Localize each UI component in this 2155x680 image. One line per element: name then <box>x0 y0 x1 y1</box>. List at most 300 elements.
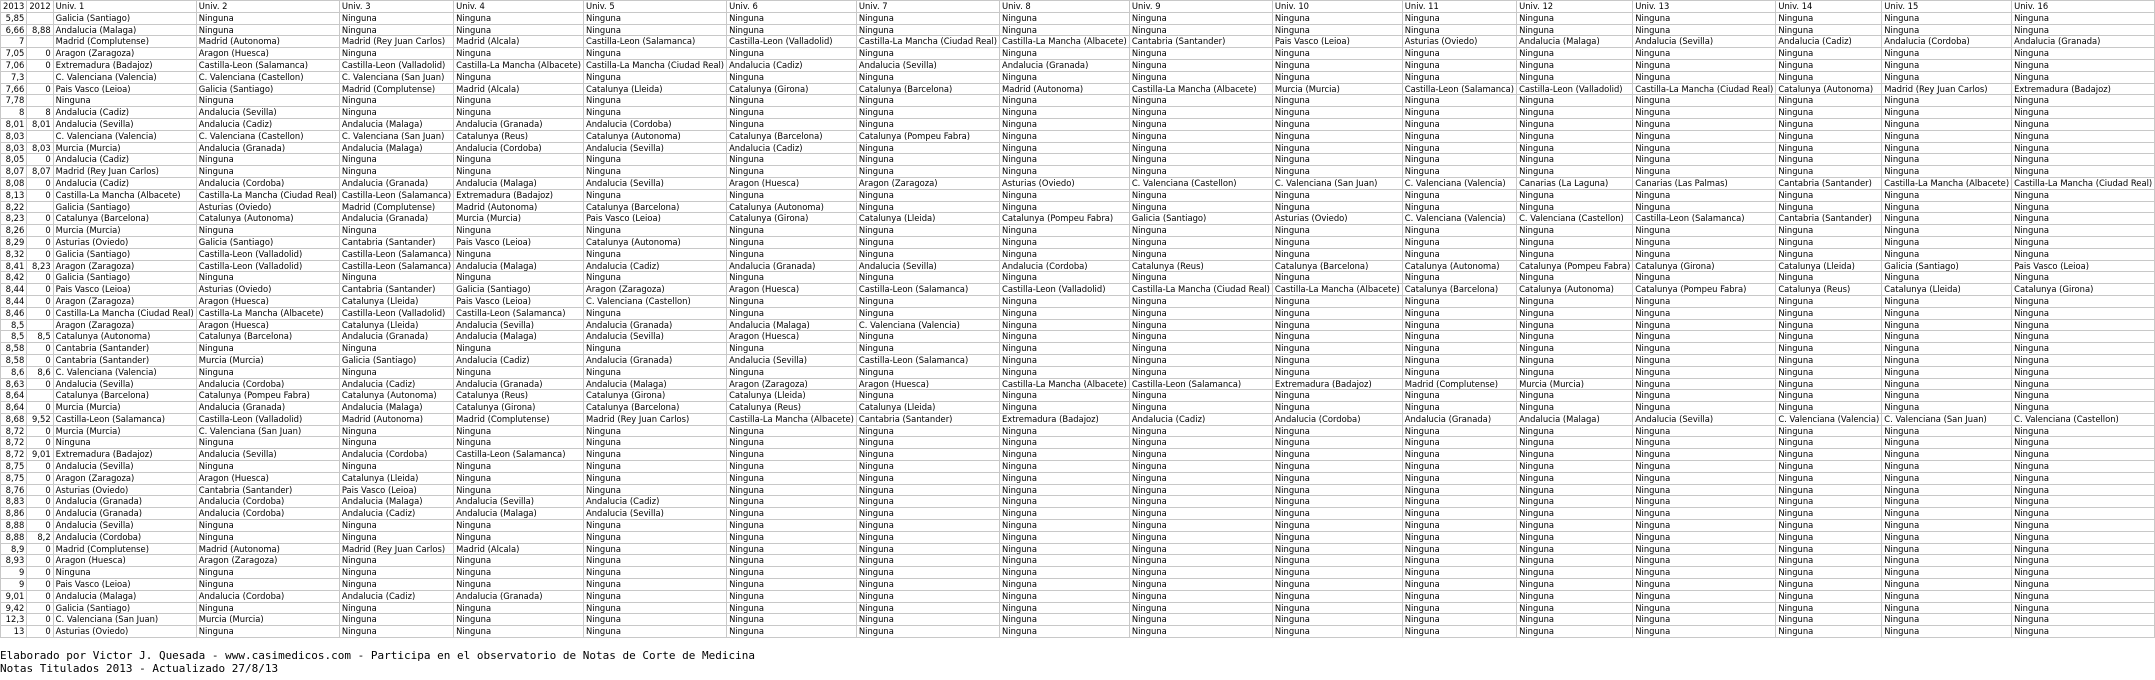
cell-university[interactable]: Ninguna <box>1633 366 1776 378</box>
cell-university[interactable]: Aragon (Zaragoza) <box>53 295 196 307</box>
cell-score-2013[interactable]: 8,9 <box>1 543 27 555</box>
cell-university[interactable]: Ninguna <box>1633 520 1776 532</box>
cell-university[interactable]: Castilla-La Mancha (Albacete) <box>196 307 339 319</box>
cell-university[interactable]: Ninguna <box>1776 555 1882 567</box>
cell-university[interactable]: Ninguna <box>1272 48 1402 60</box>
cell-university[interactable]: Ninguna <box>1776 614 1882 626</box>
cell-score-2013[interactable]: 8 <box>1 107 27 119</box>
cell-university[interactable]: Catalunya (Autonoma) <box>1517 284 1633 296</box>
cell-university[interactable]: Andalucia (Cadiz) <box>339 590 453 602</box>
column-header[interactable]: Univ. 10 <box>1272 1 1402 13</box>
cell-university[interactable]: Catalunya (Pompeu Fabra) <box>1000 213 1130 225</box>
cell-university[interactable]: C. Valenciana (Castellon) <box>583 295 726 307</box>
cell-score-2012[interactable]: 0 <box>27 295 53 307</box>
cell-score-2013[interactable]: 8,93 <box>1 555 27 567</box>
cell-university[interactable]: Ninguna <box>1402 248 1516 260</box>
cell-score-2012[interactable]: 0 <box>27 284 53 296</box>
cell-university[interactable]: C. Valenciana (Valencia) <box>1776 413 1882 425</box>
cell-university[interactable]: Ninguna <box>1882 366 2012 378</box>
cell-university[interactable]: Ninguna <box>1776 567 1882 579</box>
cell-university[interactable]: C. Valenciana (San Juan) <box>53 614 196 626</box>
cell-university[interactable]: Ninguna <box>727 154 857 166</box>
cell-university[interactable]: Andalucia (Malaga) <box>454 177 584 189</box>
cell-university[interactable]: Ninguna <box>196 520 339 532</box>
cell-university[interactable]: Ninguna <box>1129 236 1272 248</box>
cell-university[interactable]: Ninguna <box>339 425 453 437</box>
cell-university[interactable]: Ninguna <box>1882 425 2012 437</box>
cell-university[interactable]: Madrid (Complutense) <box>339 201 453 213</box>
cell-university[interactable]: Ninguna <box>583 107 726 119</box>
column-header[interactable]: Univ. 16 <box>2012 1 2155 13</box>
cell-score-2012[interactable]: 0 <box>27 614 53 626</box>
cell-university[interactable]: Cantabria (Santander) <box>856 413 999 425</box>
cell-university[interactable]: Ninguna <box>339 12 453 24</box>
cell-university[interactable]: Ninguna <box>1000 24 1130 36</box>
cell-score-2012[interactable]: 0 <box>27 248 53 260</box>
cell-university[interactable]: Ninguna <box>727 472 857 484</box>
cell-score-2013[interactable]: 8,58 <box>1 354 27 366</box>
cell-university[interactable]: Ninguna <box>1272 201 1402 213</box>
cell-university[interactable]: Ninguna <box>1517 142 1633 154</box>
cell-university[interactable]: Ninguna <box>1517 366 1633 378</box>
cell-university[interactable]: C. Valenciana (Valencia) <box>53 71 196 83</box>
cell-university[interactable]: Ninguna <box>1882 295 2012 307</box>
cell-score-2013[interactable]: 13 <box>1 626 27 638</box>
cell-university[interactable]: Ninguna <box>339 626 453 638</box>
cell-university[interactable]: Ninguna <box>1776 95 1882 107</box>
cell-university[interactable]: Madrid (Rey Juan Carlos) <box>339 543 453 555</box>
cell-university[interactable]: Ninguna <box>1882 59 2012 71</box>
cell-university[interactable]: Ninguna <box>1517 390 1633 402</box>
cell-university[interactable]: Ninguna <box>1517 201 1633 213</box>
cell-university[interactable]: Ninguna <box>1129 201 1272 213</box>
cell-university[interactable]: Ninguna <box>1517 472 1633 484</box>
column-header[interactable]: Univ. 11 <box>1402 1 1516 13</box>
cell-university[interactable]: Ninguna <box>1517 520 1633 532</box>
cell-university[interactable]: Ninguna <box>856 520 999 532</box>
cell-university[interactable]: Ninguna <box>454 567 584 579</box>
cell-score-2012[interactable]: 8,2 <box>27 531 53 543</box>
cell-university[interactable]: Ninguna <box>1882 248 2012 260</box>
cell-university[interactable]: Ninguna <box>196 579 339 591</box>
cell-university[interactable]: Ninguna <box>727 508 857 520</box>
cell-university[interactable]: Ninguna <box>1633 484 1776 496</box>
cell-score-2012[interactable] <box>27 36 53 48</box>
cell-university[interactable]: Madrid (Alcala) <box>454 543 584 555</box>
cell-university[interactable]: Ninguna <box>1633 508 1776 520</box>
cell-university[interactable]: Ninguna <box>856 543 999 555</box>
cell-university[interactable]: Andalucia (Sevilla) <box>583 331 726 343</box>
cell-university[interactable]: Andalucia (Cadiz) <box>53 177 196 189</box>
cell-university[interactable]: Ninguna <box>1882 461 2012 473</box>
cell-university[interactable]: Andalucia (Cordoba) <box>454 142 584 154</box>
cell-university[interactable]: Ninguna <box>1402 225 1516 237</box>
cell-university[interactable]: Ninguna <box>1129 354 1272 366</box>
cell-score-2012[interactable] <box>27 201 53 213</box>
cell-university[interactable]: Ninguna <box>1776 71 1882 83</box>
cell-university[interactable]: Ninguna <box>583 12 726 24</box>
cell-university[interactable]: Ninguna <box>2012 319 2155 331</box>
cell-university[interactable]: Andalucia (Sevilla) <box>583 142 726 154</box>
cell-university[interactable]: Ninguna <box>583 248 726 260</box>
cell-university[interactable]: Madrid (Rey Juan Carlos) <box>1882 83 2012 95</box>
cell-university[interactable]: Pais Vasco (Leioa) <box>53 579 196 591</box>
cell-university[interactable]: Ninguna <box>196 366 339 378</box>
cell-university[interactable]: Ninguna <box>1272 354 1402 366</box>
cell-university[interactable]: Ninguna <box>1517 343 1633 355</box>
cell-university[interactable]: Ninguna <box>53 567 196 579</box>
cell-university[interactable]: Aragon (Zaragoza) <box>856 177 999 189</box>
cell-university[interactable]: Ninguna <box>1402 236 1516 248</box>
cell-university[interactable]: Ninguna <box>1402 71 1516 83</box>
cell-university[interactable]: Ninguna <box>2012 626 2155 638</box>
cell-university[interactable]: Andalucia (Cadiz) <box>53 154 196 166</box>
cell-university[interactable]: C. Valenciana (Valencia) <box>856 319 999 331</box>
cell-university[interactable]: Ninguna <box>1633 201 1776 213</box>
cell-university[interactable]: Ninguna <box>1129 24 1272 36</box>
cell-university[interactable]: Ninguna <box>1517 59 1633 71</box>
cell-university[interactable]: Galicia (Santiago) <box>454 284 584 296</box>
cell-university[interactable]: Ninguna <box>1129 484 1272 496</box>
cell-university[interactable]: Castilla-La Mancha (Albacete) <box>1882 177 2012 189</box>
cell-university[interactable]: Ninguna <box>1776 590 1882 602</box>
cell-university[interactable]: Ninguna <box>196 166 339 178</box>
cell-university[interactable]: Ninguna <box>1272 319 1402 331</box>
cell-university[interactable]: Ninguna <box>1776 366 1882 378</box>
cell-university[interactable]: Ninguna <box>856 484 999 496</box>
cell-university[interactable]: Ninguna <box>727 626 857 638</box>
cell-university[interactable]: Ninguna <box>1272 402 1402 414</box>
cell-university[interactable]: Galicia (Santiago) <box>1129 213 1272 225</box>
cell-university[interactable]: Ninguna <box>856 272 999 284</box>
cell-score-2013[interactable]: 8,46 <box>1 307 27 319</box>
cell-university[interactable]: Castilla-Leon (Salamanca) <box>53 413 196 425</box>
cell-university[interactable]: Pais Vasco (Leioa) <box>583 213 726 225</box>
cell-university[interactable]: Ninguna <box>2012 461 2155 473</box>
cell-university[interactable]: Ninguna <box>583 461 726 473</box>
cell-score-2012[interactable]: 0 <box>27 83 53 95</box>
cell-university[interactable]: Ninguna <box>1129 402 1272 414</box>
cell-university[interactable]: Ninguna <box>1517 543 1633 555</box>
cell-university[interactable]: Aragon (Huesca) <box>53 555 196 567</box>
cell-university[interactable]: Aragon (Zaragoza) <box>53 472 196 484</box>
cell-university[interactable]: Ninguna <box>1272 118 1402 130</box>
cell-university[interactable]: Andalucia (Cordoba) <box>53 531 196 543</box>
cell-university[interactable]: Ninguna <box>2012 567 2155 579</box>
cell-university[interactable]: Ninguna <box>1882 307 2012 319</box>
cell-university[interactable]: Andalucia (Granada) <box>339 177 453 189</box>
cell-university[interactable]: Andalucia (Cadiz) <box>339 378 453 390</box>
cell-university[interactable]: Ninguna <box>1129 295 1272 307</box>
cell-university[interactable]: Ninguna <box>1000 531 1130 543</box>
cell-score-2013[interactable]: 8,86 <box>1 508 27 520</box>
cell-score-2012[interactable]: 9,01 <box>27 449 53 461</box>
cell-university[interactable]: Ninguna <box>856 449 999 461</box>
cell-university[interactable]: Ninguna <box>454 520 584 532</box>
cell-university[interactable]: Ninguna <box>196 531 339 543</box>
cell-university[interactable]: Ninguna <box>856 555 999 567</box>
cell-university[interactable]: Ninguna <box>856 24 999 36</box>
cell-university[interactable]: Ninguna <box>339 95 453 107</box>
cell-university[interactable]: Catalunya (Lleida) <box>856 213 999 225</box>
cell-university[interactable]: Ninguna <box>856 425 999 437</box>
cell-university[interactable]: Ninguna <box>1776 166 1882 178</box>
cell-university[interactable]: Ninguna <box>2012 225 2155 237</box>
cell-university[interactable]: C. Valenciana (San Juan) <box>339 71 453 83</box>
cell-university[interactable]: Ninguna <box>583 225 726 237</box>
cell-university[interactable]: Aragon (Huesca) <box>727 284 857 296</box>
cell-university[interactable]: Ninguna <box>1129 225 1272 237</box>
cell-university[interactable]: Ninguna <box>2012 579 2155 591</box>
cell-score-2012[interactable] <box>27 390 53 402</box>
cell-university[interactable]: Ninguna <box>1882 107 2012 119</box>
cell-university[interactable]: Ninguna <box>454 579 584 591</box>
cell-score-2012[interactable]: 8,88 <box>27 24 53 36</box>
cell-university[interactable]: Ninguna <box>1776 508 1882 520</box>
cell-university[interactable]: Ninguna <box>1129 461 1272 473</box>
cell-university[interactable]: Andalucia (Cordoba) <box>196 508 339 520</box>
cell-university[interactable]: Ninguna <box>1882 543 2012 555</box>
cell-university[interactable]: Ninguna <box>1882 449 2012 461</box>
cell-university[interactable]: Ninguna <box>1000 236 1130 248</box>
cell-university[interactable]: Ninguna <box>1776 402 1882 414</box>
cell-university[interactable]: Castilla-Leon (Salamanca) <box>339 189 453 201</box>
cell-university[interactable]: Ninguna <box>856 602 999 614</box>
cell-university[interactable]: Ninguna <box>1129 59 1272 71</box>
cell-university[interactable]: Andalucia (Sevilla) <box>454 496 584 508</box>
cell-university[interactable]: Ninguna <box>727 236 857 248</box>
cell-university[interactable]: Ninguna <box>196 437 339 449</box>
cell-university[interactable]: Ninguna <box>1633 555 1776 567</box>
cell-score-2012[interactable]: 0 <box>27 225 53 237</box>
cell-university[interactable]: Ninguna <box>1633 496 1776 508</box>
cell-university[interactable]: Ninguna <box>1517 95 1633 107</box>
cell-university[interactable]: Andalucia (Granada) <box>2012 36 2155 48</box>
cell-university[interactable]: Ninguna <box>2012 449 2155 461</box>
cell-university[interactable]: Ninguna <box>2012 555 2155 567</box>
cell-university[interactable]: Ninguna <box>583 166 726 178</box>
cell-university[interactable]: Ninguna <box>856 95 999 107</box>
cell-university[interactable]: Ninguna <box>2012 236 2155 248</box>
cell-university[interactable]: Ninguna <box>1882 225 2012 237</box>
cell-university[interactable]: Andalucia (Malaga) <box>583 378 726 390</box>
cell-university[interactable]: Ninguna <box>1000 496 1130 508</box>
cell-university[interactable]: Galicia (Santiago) <box>1882 260 2012 272</box>
cell-university[interactable]: Ninguna <box>727 425 857 437</box>
cell-university[interactable]: Ninguna <box>1402 602 1516 614</box>
cell-university[interactable]: Ninguna <box>1402 295 1516 307</box>
cell-university[interactable]: Ninguna <box>1517 130 1633 142</box>
cell-university[interactable]: Aragon (Zaragoza) <box>53 319 196 331</box>
cell-university[interactable]: Ninguna <box>1882 508 2012 520</box>
cell-university[interactable]: Extremadura (Badajoz) <box>1272 378 1402 390</box>
cell-university[interactable]: C. Valenciana (San Juan) <box>1272 177 1402 189</box>
cell-university[interactable]: Canarias (La Laguna) <box>1517 177 1633 189</box>
cell-university[interactable]: Ninguna <box>1882 555 2012 567</box>
cell-university[interactable]: Castilla-La Mancha (Albacete) <box>1000 36 1130 48</box>
cell-university[interactable]: Aragon (Huesca) <box>196 48 339 60</box>
cell-university[interactable]: Ninguna <box>339 602 453 614</box>
cell-university[interactable]: Ninguna <box>196 626 339 638</box>
cell-university[interactable]: Ninguna <box>1633 437 1776 449</box>
cell-university[interactable]: Ninguna <box>1272 166 1402 178</box>
cell-university[interactable]: Ninguna <box>727 95 857 107</box>
column-header[interactable]: Univ. 1 <box>53 1 196 13</box>
cell-university[interactable]: C. Valenciana (San Juan) <box>196 425 339 437</box>
cell-university[interactable]: Ninguna <box>1517 614 1633 626</box>
cell-university[interactable]: Ninguna <box>727 555 857 567</box>
cell-university[interactable]: Andalucia (Malaga) <box>727 319 857 331</box>
cell-university[interactable]: Ninguna <box>727 496 857 508</box>
cell-university[interactable]: Ninguna <box>1402 189 1516 201</box>
cell-university[interactable]: Ninguna <box>1776 579 1882 591</box>
cell-score-2012[interactable]: 0 <box>27 555 53 567</box>
cell-score-2013[interactable]: 8,72 <box>1 449 27 461</box>
column-header[interactable]: Univ. 3 <box>339 1 453 13</box>
cell-university[interactable]: Ninguna <box>856 107 999 119</box>
cell-university[interactable]: Ninguna <box>1517 437 1633 449</box>
cell-score-2012[interactable]: 0 <box>27 520 53 532</box>
cell-university[interactable]: Ninguna <box>1776 107 1882 119</box>
cell-score-2012[interactable] <box>27 130 53 142</box>
cell-university[interactable]: Ninguna <box>1129 319 1272 331</box>
cell-university[interactable]: Ninguna <box>2012 107 2155 119</box>
cell-university[interactable]: Ninguna <box>1402 520 1516 532</box>
cell-university[interactable]: Ninguna <box>583 484 726 496</box>
cell-university[interactable]: Cantabria (Santander) <box>53 354 196 366</box>
cell-university[interactable]: Andalucia (Sevilla) <box>53 461 196 473</box>
cell-university[interactable]: Ninguna <box>454 107 584 119</box>
cell-university[interactable]: Ninguna <box>1272 461 1402 473</box>
cell-university[interactable]: Asturias (Oviedo) <box>53 484 196 496</box>
cell-university[interactable]: Ninguna <box>1517 331 1633 343</box>
cell-university[interactable]: Castilla-Leon (Salamanca) <box>1129 378 1272 390</box>
cell-university[interactable]: Catalunya (Barcelona) <box>583 201 726 213</box>
column-header[interactable]: Univ. 13 <box>1633 1 1776 13</box>
cell-university[interactable]: Andalucia (Granada) <box>454 118 584 130</box>
cell-university[interactable]: Ninguna <box>1272 626 1402 638</box>
cell-university[interactable]: Ninguna <box>2012 154 2155 166</box>
cell-university[interactable]: Ninguna <box>1402 107 1516 119</box>
cell-university[interactable]: Castilla-La Mancha (Albacete) <box>1272 284 1402 296</box>
cell-university[interactable]: Ninguna <box>454 154 584 166</box>
cell-university[interactable]: Ninguna <box>583 472 726 484</box>
cell-university[interactable]: Ninguna <box>1882 531 2012 543</box>
cell-university[interactable]: Catalunya (Lleida) <box>856 402 999 414</box>
cell-score-2012[interactable]: 0 <box>27 543 53 555</box>
cell-university[interactable]: Ninguna <box>196 24 339 36</box>
cell-score-2013[interactable]: 8,41 <box>1 260 27 272</box>
cell-score-2012[interactable]: 0 <box>27 567 53 579</box>
cell-university[interactable]: Andalucia (Sevilla) <box>196 449 339 461</box>
cell-university[interactable]: Ninguna <box>1000 319 1130 331</box>
cell-university[interactable]: Catalunya (Reus) <box>454 130 584 142</box>
cell-score-2013[interactable]: 8,72 <box>1 425 27 437</box>
cell-university[interactable]: Ninguna <box>1633 248 1776 260</box>
cell-university[interactable]: Catalunya (Pompeu Fabra) <box>856 130 999 142</box>
cell-university[interactable]: Madrid (Autonoma) <box>196 36 339 48</box>
cell-university[interactable]: Pais Vasco (Leioa) <box>454 236 584 248</box>
cell-university[interactable]: Cantabria (Santander) <box>1776 177 1882 189</box>
cell-university[interactable]: Ninguna <box>727 12 857 24</box>
cell-university[interactable]: Ninguna <box>454 425 584 437</box>
cell-university[interactable]: Ninguna <box>1882 236 2012 248</box>
cell-university[interactable]: Ninguna <box>454 248 584 260</box>
cell-score-2012[interactable] <box>27 95 53 107</box>
cell-university[interactable]: Ninguna <box>856 189 999 201</box>
cell-university[interactable]: Catalunya (Girona) <box>454 402 584 414</box>
cell-university[interactable]: Andalucia (Sevilla) <box>1633 36 1776 48</box>
cell-score-2012[interactable]: 0 <box>27 154 53 166</box>
cell-university[interactable]: Ninguna <box>339 520 453 532</box>
cell-university[interactable]: Ninguna <box>339 461 453 473</box>
cell-university[interactable]: Ninguna <box>1272 508 1402 520</box>
cell-university[interactable]: Ninguna <box>856 142 999 154</box>
cell-university[interactable]: Ninguna <box>583 543 726 555</box>
cell-university[interactable]: Andalucia (Malaga) <box>454 260 584 272</box>
cell-university[interactable]: Madrid (Rey Juan Carlos) <box>583 413 726 425</box>
cell-university[interactable]: Ninguna <box>583 579 726 591</box>
cell-university[interactable]: C. Valenciana (Castellon) <box>196 71 339 83</box>
cell-score-2012[interactable]: 0 <box>27 626 53 638</box>
cell-university[interactable]: Andalucia (Cadiz) <box>1776 36 1882 48</box>
cell-university[interactable]: Ninguna <box>2012 248 2155 260</box>
cell-university[interactable]: Ninguna <box>727 272 857 284</box>
cell-university[interactable]: Ninguna <box>1517 12 1633 24</box>
cell-university[interactable]: Andalucia (Cordoba) <box>196 496 339 508</box>
cell-university[interactable]: Pais Vasco (Leioa) <box>53 284 196 296</box>
cell-university[interactable]: Ninguna <box>727 166 857 178</box>
cell-score-2013[interactable]: 9 <box>1 579 27 591</box>
cell-university[interactable]: Ninguna <box>53 95 196 107</box>
cell-score-2012[interactable] <box>27 12 53 24</box>
cell-university[interactable]: Ninguna <box>727 71 857 83</box>
cell-university[interactable]: Ninguna <box>196 272 339 284</box>
cell-university[interactable]: Ninguna <box>1402 508 1516 520</box>
cell-university[interactable]: Andalucia (Granada) <box>1000 59 1130 71</box>
cell-university[interactable]: Ninguna <box>1882 48 2012 60</box>
cell-university[interactable]: Ninguna <box>1402 118 1516 130</box>
cell-university[interactable]: Ninguna <box>856 626 999 638</box>
cell-university[interactable]: Castilla-Leon (Valladolid) <box>196 260 339 272</box>
cell-university[interactable]: Ninguna <box>1000 166 1130 178</box>
cell-score-2012[interactable]: 8,6 <box>27 366 53 378</box>
cell-score-2013[interactable]: 8,76 <box>1 484 27 496</box>
cell-score-2013[interactable]: 9,01 <box>1 590 27 602</box>
cell-university[interactable]: Ninguna <box>856 508 999 520</box>
cell-university[interactable]: Ninguna <box>727 567 857 579</box>
cell-university[interactable]: Ninguna <box>727 543 857 555</box>
cell-university[interactable]: Catalunya (Autonoma) <box>53 331 196 343</box>
cell-university[interactable]: Asturias (Oviedo) <box>196 284 339 296</box>
cell-university[interactable]: Castilla-Leon (Salamanca) <box>856 354 999 366</box>
cell-university[interactable]: Ninguna <box>339 437 453 449</box>
cell-university[interactable]: Ninguna <box>339 48 453 60</box>
cell-university[interactable]: Castilla-Leon (Valladolid) <box>339 59 453 71</box>
cell-university[interactable]: Ninguna <box>583 189 726 201</box>
cell-university[interactable]: Ninguna <box>1882 95 2012 107</box>
cell-university[interactable]: Ninguna <box>2012 378 2155 390</box>
cell-score-2012[interactable]: 0 <box>27 472 53 484</box>
cell-score-2012[interactable] <box>27 71 53 83</box>
cell-university[interactable]: Murcia (Murcia) <box>196 354 339 366</box>
cell-university[interactable]: Ninguna <box>856 201 999 213</box>
cell-university[interactable]: Ninguna <box>1000 590 1130 602</box>
cell-university[interactable]: Ninguna <box>1633 472 1776 484</box>
cell-university[interactable]: Andalucia (Granada) <box>196 142 339 154</box>
cell-university[interactable]: Castilla-La Mancha (Albacete) <box>454 59 584 71</box>
cell-university[interactable]: Ninguna <box>1633 24 1776 36</box>
